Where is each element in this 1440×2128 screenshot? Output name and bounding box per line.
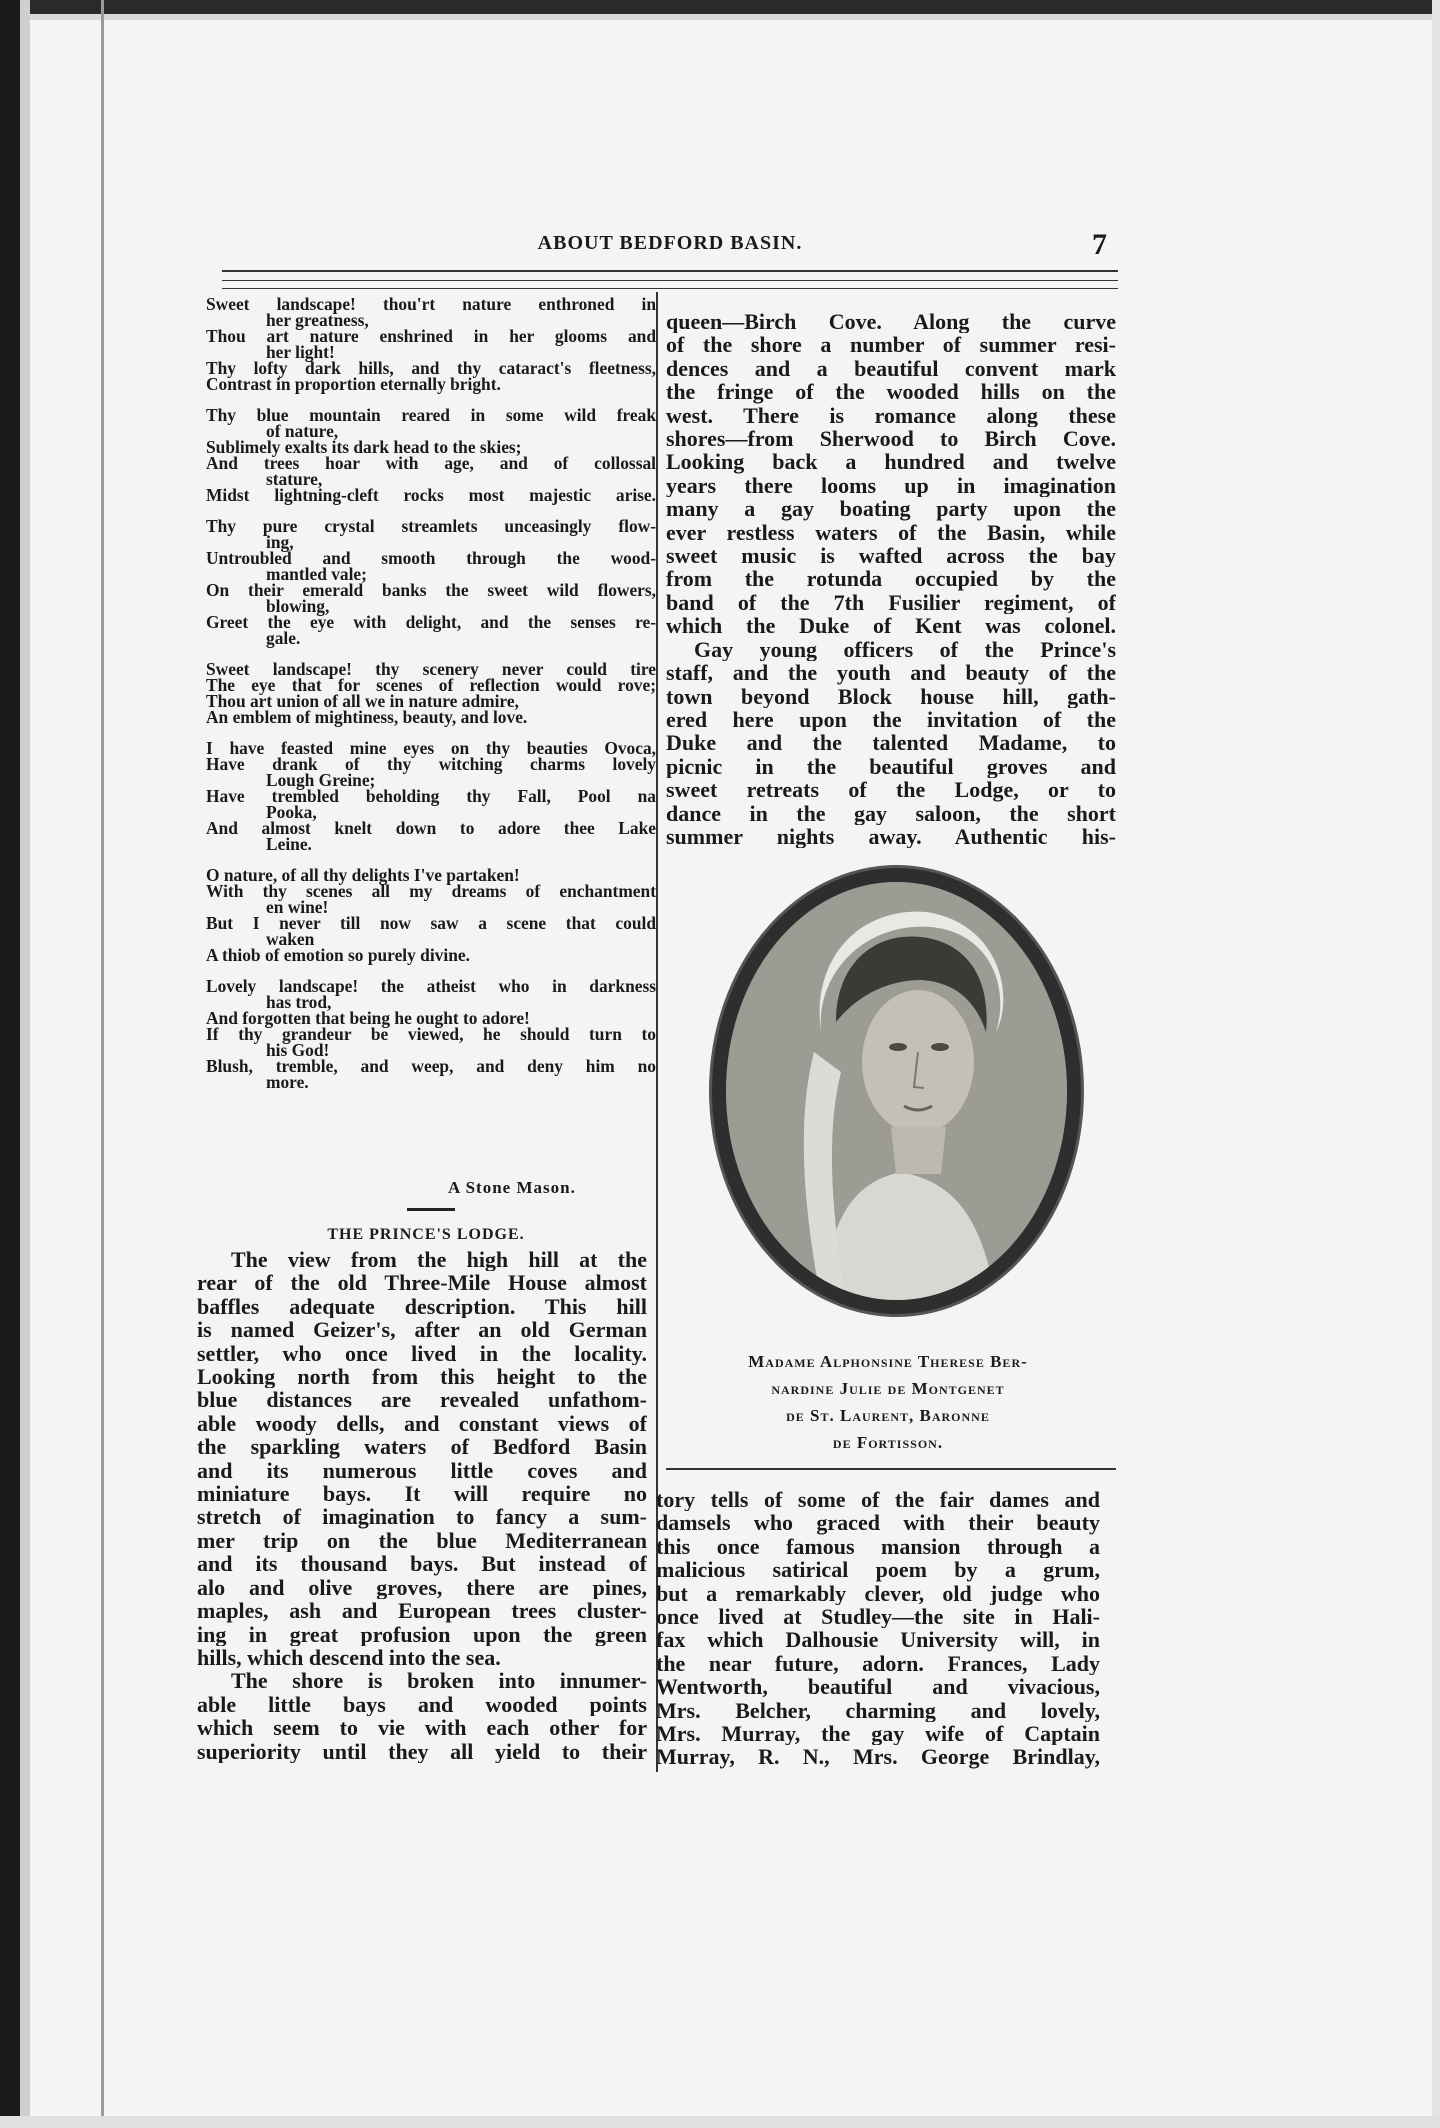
text-line: ing in great profusion upon the green xyxy=(197,1622,647,1646)
text-line: dences and a beautiful convent mark xyxy=(666,356,1116,381)
poem-line: And almost knelt down to adore thee Lake xyxy=(206,818,656,838)
text-line: mer trip on the blue Mediterranean xyxy=(197,1528,647,1553)
text-line: settler, who once lived in the locality. xyxy=(197,1341,647,1366)
poem-stanza xyxy=(206,740,656,852)
poem-line: her light! xyxy=(266,342,335,362)
text-line: Looking back a hundred and twelve xyxy=(666,450,1116,474)
text-line: and its numerous little coves and xyxy=(197,1458,647,1483)
text-line: the sparkling waters of Bedford Basin xyxy=(197,1435,647,1459)
text-line: Mrs. Belcher, charming and lovely, xyxy=(656,1698,1100,1723)
poem-stanza xyxy=(206,867,656,963)
text-line: which seem to vie with each other for xyxy=(197,1716,647,1740)
text-line: which the Duke of Kent was colonel. xyxy=(666,614,1116,638)
caption-line: de St. Laurent, Baronne xyxy=(786,1406,990,1425)
scan-top-edge-shadow xyxy=(0,14,1440,20)
text-line: the fringe of the wooded hills on the xyxy=(666,380,1116,404)
poem-line: O nature, of all thy delights I've partaken! xyxy=(206,865,520,885)
poem-line: stature, xyxy=(266,469,323,489)
poem-stanza xyxy=(206,296,656,392)
poem-stanza xyxy=(206,407,656,503)
text-line: baffles adequate description. This hill xyxy=(197,1294,647,1319)
text-line: staff, and the youth and beauty of the xyxy=(666,661,1116,685)
poem-line: Thy blue mountain reared in some wild freak xyxy=(206,405,656,425)
poem-line: And trees hoar with age, and of collossal xyxy=(206,453,656,473)
section-title: THE PRINCE'S LODGE. xyxy=(327,1226,525,1243)
text-line: Looking north from this height to the xyxy=(197,1365,647,1389)
text-line: picnic in the beautiful groves and xyxy=(666,754,1116,779)
poem-line: gale. xyxy=(266,628,301,648)
header-rule-thin-lower xyxy=(222,288,1118,289)
scan-bottom-edge xyxy=(0,2116,1440,2128)
poem-signature: A Stone Mason. xyxy=(448,1178,576,1197)
text-line: queen—Birch Cove. Along the curve xyxy=(666,310,1116,334)
poem-line: waken xyxy=(266,929,315,949)
text-line: sweet retreats of the Lodge, or to xyxy=(666,778,1116,802)
text-line: but a remarkably clever, old judge who xyxy=(656,1581,1100,1606)
text-line: able little bays and wooded points xyxy=(197,1692,647,1717)
poem-line: Greet the eye with delight, and the senses re- xyxy=(206,612,656,632)
text-line: fax which Dalhousie University will, in xyxy=(656,1628,1100,1652)
poem-line: mantled vale; xyxy=(266,564,367,584)
page-fold-line xyxy=(101,0,104,2128)
poem xyxy=(206,296,656,1105)
portrait-illustration xyxy=(726,882,1067,1300)
poem-line: Lough Greine; xyxy=(266,770,376,790)
poem-line: has trod, xyxy=(266,992,332,1012)
text-line: tory tells of some of the fair dames and xyxy=(656,1488,1100,1512)
poem-line: Lovely landscape! the atheist who in darkness xyxy=(206,976,656,996)
poem-line: more. xyxy=(266,1072,309,1092)
poem-line: en wine! xyxy=(266,897,329,917)
poem-line: An emblem of mightiness, beauty, and love. xyxy=(206,707,528,727)
poem-line: her greatness, xyxy=(266,310,369,330)
poem-line: Thou art nature enshrined in her glooms and xyxy=(206,326,656,346)
text-line: damsels who graced with their beauty xyxy=(656,1511,1100,1535)
poem-line: I have feasted mine eyes on thy beauties Ovoca, xyxy=(206,738,656,758)
right-column-prose-bottom xyxy=(656,1488,1100,1769)
poem-line: Thy pure crystal streamlets unceasingly flow- xyxy=(206,516,656,536)
text-line: The view from the high hill at the xyxy=(231,1248,647,1272)
text-line: hills, which descend into the sea. xyxy=(197,1645,501,1670)
text-line: town beyond Block house hill, gath- xyxy=(666,684,1116,708)
text-line: summer nights away. Authentic his- xyxy=(666,824,1116,849)
poem-line: Sweet landscape! thou'rt nature enthroned in xyxy=(206,294,656,314)
poem-line: Leine. xyxy=(266,834,312,854)
poem-line: And forgotten that being he ought to adore! xyxy=(206,1008,530,1028)
text-line: Duke and the talented Madame, to xyxy=(666,731,1116,755)
portrait-oval-frame xyxy=(712,868,1081,1314)
text-line: Mrs. Murray, the gay wife of Captain xyxy=(656,1722,1100,1746)
header-rule-thin xyxy=(222,280,1118,281)
text-line: Wentworth, beautiful and vivacious, xyxy=(656,1675,1100,1699)
poem-line: Thou art union of all we in nature admire, xyxy=(206,691,519,711)
text-line: once lived at Studley—the site in Hali- xyxy=(656,1605,1100,1629)
scan-left-edge-shadow xyxy=(20,0,30,2128)
poem-line: Sweet landscape! thy scenery never could tire xyxy=(206,659,656,679)
text-line: west. There is romance along these xyxy=(666,403,1116,428)
poem-line: Blush, tremble, and weep, and deny him no xyxy=(206,1056,656,1076)
text-line: shores—from Sherwood to Birch Cove. xyxy=(666,427,1116,451)
poem-stanza xyxy=(206,978,656,1090)
poem-line: Contrast in proportion eternally bright. xyxy=(206,374,501,394)
text-line: malicious satirical poem by a grum, xyxy=(656,1558,1100,1582)
text-line: Gay young officers of the Prince's xyxy=(694,637,1116,662)
text-line: able woody dells, and constant views of xyxy=(197,1411,647,1436)
text-line: blue distances are revealed unfathom- xyxy=(197,1388,647,1412)
text-line: Murray, R. N., Mrs. George Brindlay, xyxy=(656,1745,1100,1769)
poem-line: A thiob of emotion so purely divine. xyxy=(206,945,470,965)
poem-line: his God! xyxy=(266,1040,330,1060)
poem-line: Pooka, xyxy=(266,802,317,822)
poem-line: of nature, xyxy=(266,421,339,441)
poem-line: If thy grandeur be viewed, he should turn to xyxy=(206,1024,656,1044)
text-line: years there looms up in imagination xyxy=(666,473,1116,498)
poem-line: Thy lofty dark hills, and thy cataract's fleetness, xyxy=(206,358,656,378)
text-line: superiority until they all yield to their xyxy=(197,1739,647,1763)
text-line: rear of the old Three-Mile House almost xyxy=(197,1271,647,1295)
poem-line: Midst lightning-cleft rocks most majestic arise. xyxy=(206,485,656,505)
header-rule-thick xyxy=(222,270,1118,272)
caption-line: nardine Julie de Montgenet xyxy=(771,1379,1005,1398)
poem-stanza xyxy=(206,661,656,725)
portrait-caption xyxy=(668,1348,1108,1456)
text-line: many a gay boating party upon the xyxy=(666,497,1116,521)
poem-line: Sublimely exalts its dark head to the skies; xyxy=(206,437,522,457)
poem-line: The eye that for scenes of reflection would rove; xyxy=(206,675,656,695)
poem-stanza xyxy=(206,518,656,646)
scan-top-edge xyxy=(0,0,1440,14)
poem-line: Untroubled and smooth through the wood- xyxy=(206,548,656,568)
text-line: band of the 7th Fusilier regiment, of xyxy=(666,590,1116,615)
text-line: dance in the gay saloon, the short xyxy=(666,801,1116,825)
caption-line: de Fortisson. xyxy=(832,1433,944,1452)
portrait-image xyxy=(726,882,1067,1300)
text-line: sweet music is wafted across the bay xyxy=(666,544,1116,568)
scan-right-edge xyxy=(1432,0,1440,2128)
text-line: stretch of imagination to fancy a sum- xyxy=(197,1505,647,1529)
poem-line: Have trembled beholding thy Fall, Pool na xyxy=(206,786,656,806)
running-title: ABOUT BEDFORD BASIN. xyxy=(537,232,803,254)
poem-line: With thy scenes all my dreams of enchantment xyxy=(206,881,656,901)
poem-line: But I never till now saw a scene that could xyxy=(206,913,656,933)
right-column-prose-top xyxy=(666,310,1116,848)
scan-left-edge xyxy=(0,0,20,2128)
text-line: this once famous mansion through a xyxy=(656,1534,1100,1559)
poem-line: ing, xyxy=(266,532,294,552)
text-line: ered here upon the invitation of the xyxy=(666,707,1116,732)
text-line: alo and olive groves, there are pines, xyxy=(197,1575,647,1600)
text-line: is named Geizer's, after an old German xyxy=(197,1318,647,1342)
text-line: The shore is broken into innumer- xyxy=(231,1669,647,1693)
text-line: maples, ash and European trees cluster- xyxy=(197,1599,647,1623)
text-line: of the shore a number of summer resi- xyxy=(666,333,1116,357)
page-number: 7 xyxy=(1092,228,1107,261)
poem-line: On their emerald banks the sweet wild flowers, xyxy=(206,580,656,600)
text-line: miniature bays. It will require no xyxy=(197,1482,647,1506)
caption-rule xyxy=(666,1468,1116,1470)
caption-line: Madame Alphonsine Therese Ber- xyxy=(748,1352,1028,1371)
poem-line: blowing, xyxy=(266,596,330,616)
text-line: ever restless waters of the Basin, while xyxy=(666,520,1116,545)
text-line: the near future, adorn. Frances, Lady xyxy=(656,1651,1100,1676)
text-line: from the rotunda occupied by the xyxy=(666,567,1116,591)
text-line: and its thousand bays. But instead of xyxy=(197,1552,647,1576)
section-separator xyxy=(407,1208,455,1211)
poem-line: Have drank of thy witching charms lovely xyxy=(206,754,656,774)
left-column-prose xyxy=(197,1248,647,1763)
